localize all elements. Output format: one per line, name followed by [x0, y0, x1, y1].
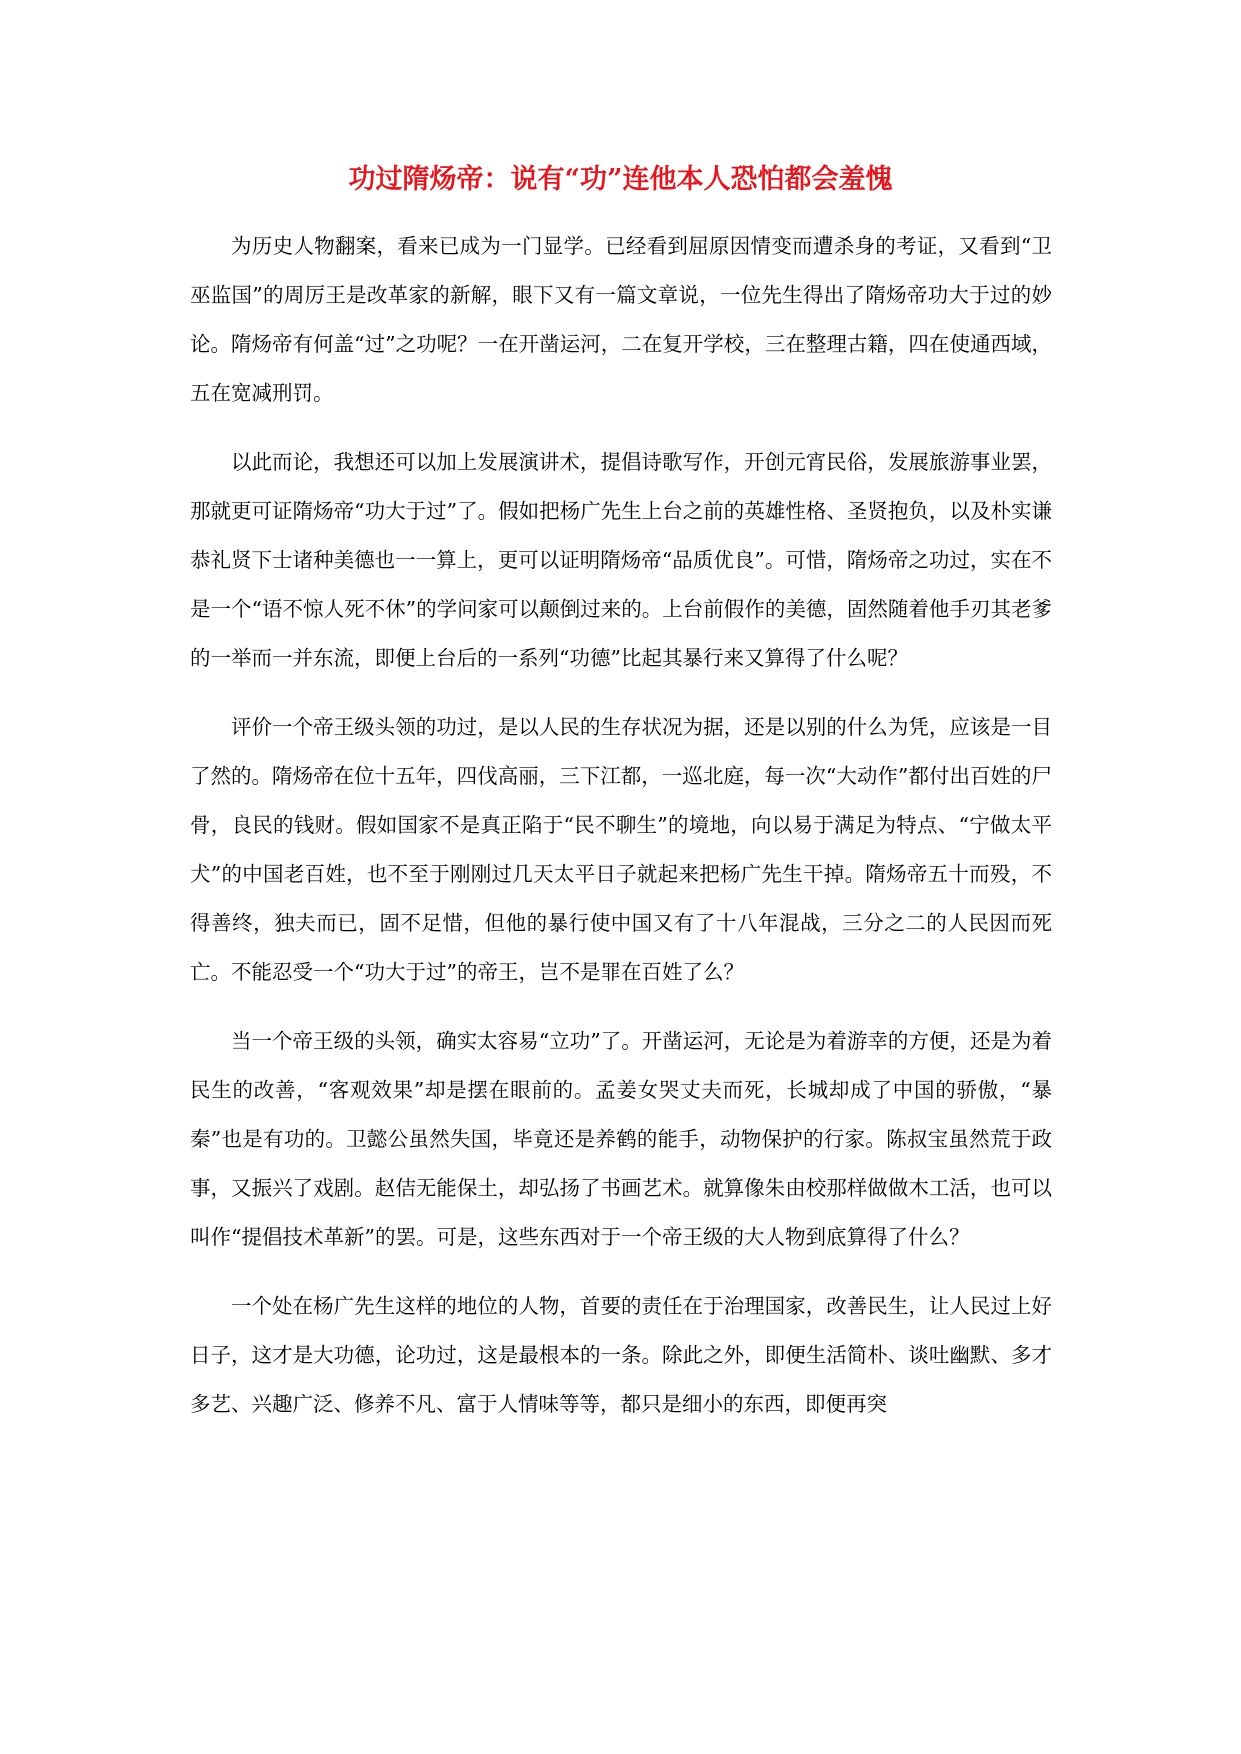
- document-title: 功过隋炀帝：说有“功”连他本人恐怕都会羞愧: [348, 164, 893, 195]
- paragraph-1: 为历史人物翻案，看来已成为一门显学。已经看到屈原因情变而遭杀身的考证，又看到“卫巫监国”的周厉王是改革家的新解，眼下又有一篇文章说，一位先生得出了隋炀帝功大于过的妙论。隋炀帝有何盖“过”之功呢？一在开凿运河，二在复开学校，三在整理古籍，四在使通西域，五在宽减刑罚。: [190, 234, 1052, 405]
- paragraph-3: 评价一个帝王级头领的功过，是以人民的生存状况为据，还是以别的什么为凭，应该是一目了然的。隋炀帝在位十五年，四伐高丽，三下江都，一巡北庭，每一次“大动作”都付出百姓的尸骨，良民的钱财。假如国家不是真正陷于“民不聊生”的境地，向以易于满足为特点、“宁做太平犬”的中国老百姓，也不至于刚刚过几天太平日子就起来把杨广先生干掉。隋炀帝五十而殁，不得善终，独夫而已，固不足惜，但他的暴行使中国又有了十八年混战，三分之二的人民因而死亡。不能忍受一个“功大于过”的帝王，岂不是罪在百姓了么？: [190, 715, 1052, 984]
- paragraph-2: 以此而论，我想还可以加上发展演讲术，提倡诗歌写作，开创元宵民俗，发展旅游事业罢，那就更可证隋炀帝“功大于过”了。假如把杨广先生上台之前的英雄性格、圣贤抱负，以及朴实谦恭礼贤下士诸种美德也一一算上，更可以证明隋炀帝“品质优良”。可惜，隋炀帝之功过，实在不是一个“语不惊人死不休”的学问家可以颠倒过来的。上台前假作的美德，固然随着他手刃其老爹的一举而一并东流，即便上台后的一系列“功德”比起其暴行来又算得了什么呢？: [190, 450, 1052, 670]
- document-body: [190, 222, 1052, 1449]
- paragraph-4: 当一个帝王级的头领，确实太容易“立功”了。开凿运河，无论是为着游幸的方便，还是为着民生的改善，“客观效果”却是摆在眼前的。孟姜女哭丈夫而死，长城却成了中国的骄傲，“暴秦”也是有功的。卫懿公虽然失国，毕竟还是养鹤的能手，动物保护的行家。陈叔宝虽然荒于政事，又振兴了戏剧。赵佶无能保土，却弘扬了书画艺术。就算像朱由校那样做做木工活，也可以叫作“提倡技术革新”的罢。可是，这些东西对于一个帝王级的大人物到底算得了什么？: [190, 1029, 1052, 1249]
- paragraph-5: 一个处在杨广先生这样的地位的人物，首要的责任在于治理国家，改善民生，让人民过上好日子，这才是大功德，论功过，这是最根本的一条。除此之外，即便生活简朴、谈吐幽默、多才多艺、兴趣广泛、修养不凡、富于人情味等等，都只是细小的东西，即便再突: [190, 1294, 1052, 1416]
